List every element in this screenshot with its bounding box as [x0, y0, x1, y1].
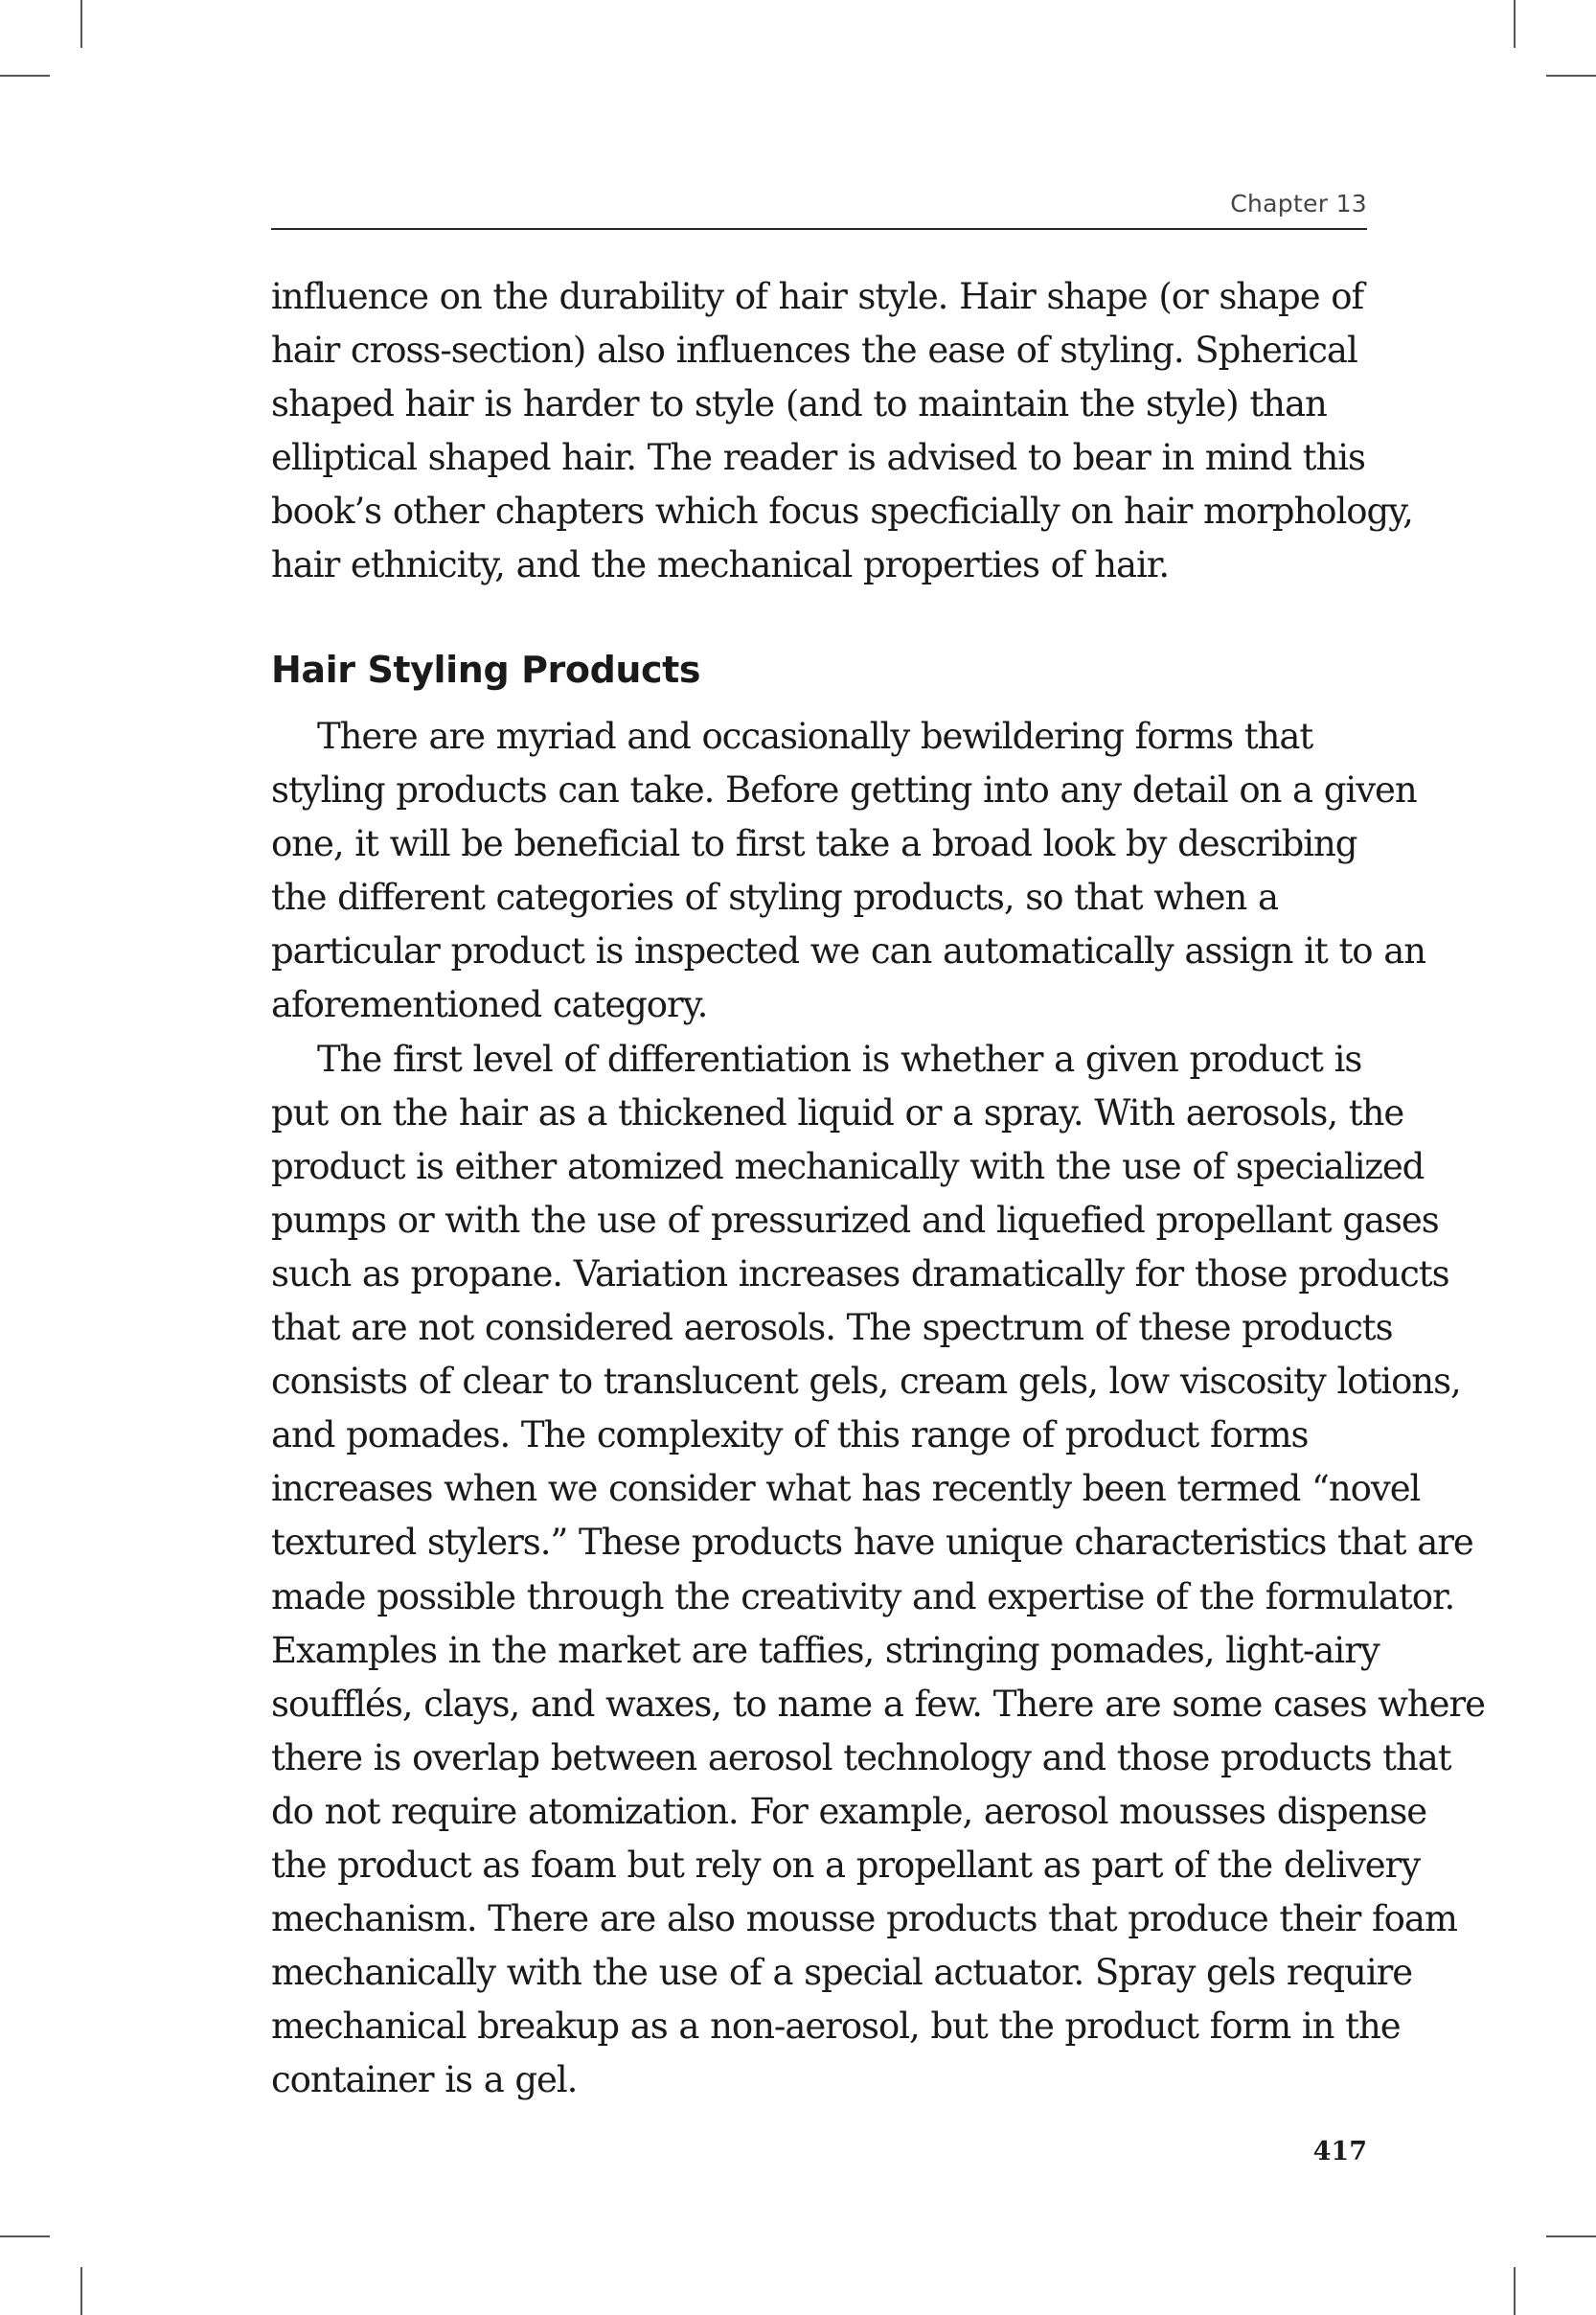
paragraph-first-line: There are myriad and occasionally bewildering forms that — [317, 716, 1313, 757]
section-body — [271, 710, 1485, 2107]
text-line: particular product is inspected we can automatically assign it to an — [271, 930, 1425, 973]
text-line: put on the hair as a thickened liquid or a spray. With aerosols, the — [271, 1091, 1404, 1134]
header-rule — [271, 228, 1367, 230]
running-head: Chapter 13 — [1230, 190, 1367, 218]
paragraph-first-line: The first level of differentiation is whether a given product is — [317, 1038, 1362, 1080]
text-line: do not require atomization. For example, aerosol mousses dispense — [271, 1790, 1427, 1832]
crop-mark-bottom-right — [1514, 2267, 1516, 2315]
text-line: hair cross-section) also influences the ease of styling. Spherical — [271, 330, 1357, 372]
text-line: pumps or with the use of pressurized and liquefied propellant gases — [271, 1199, 1439, 1241]
crop-mark-top-right-horizontal — [1546, 75, 1596, 77]
text-line: that are not considered aerosols. The spectrum of these products — [271, 1307, 1393, 1349]
text-line: consists of clear to translucent gels, cream gels, low viscosity lotions, — [271, 1361, 1461, 1403]
text-line: one, it will be beneficial to first take a broad look by describing — [271, 823, 1357, 865]
text-line: the different categories of styling products, so that when a — [271, 877, 1279, 919]
crop-mark-top-left — [80, 0, 82, 48]
text-line: hair ethnicity, and the mechanical properties of hair. — [271, 544, 1170, 586]
crop-mark-bottom-left-horizontal — [0, 2235, 50, 2237]
text-line: textured stylers.” These products have unique characteristics that are — [271, 1522, 1473, 1564]
text-line: such as propane. Variation increases dramatically for those products — [271, 1252, 1449, 1295]
text-line: mechanical breakup as a non-aerosol, but the product form in the — [271, 2006, 1401, 2048]
text-line: aforementioned category. — [271, 984, 708, 1026]
text-line: there is overlap between aerosol technology and those products that — [271, 1736, 1451, 1778]
crop-mark-bottom-right-horizontal — [1546, 2235, 1596, 2237]
text-line: and pomades. The complexity of this range of product forms — [271, 1414, 1309, 1456]
crop-mark-bottom-left — [80, 2267, 82, 2315]
text-line: the product as foam but rely on a propellant as part of the delivery — [271, 1844, 1421, 1886]
text-line: increases when we consider what has recently been termed “novel — [271, 1468, 1421, 1510]
top-paragraph — [271, 270, 1413, 593]
text-line: Examples in the market are taffies, stringing pomades, light-airy — [271, 1629, 1379, 1671]
text-line: mechanism. There are also mousse products that produce their foam — [271, 1898, 1457, 1940]
text-line: shaped hair is harder to style (and to maintain the style) than — [271, 383, 1327, 425]
text-line: influence on the durability of hair style. Hair shape (or shape of — [271, 276, 1364, 317]
text-line: book’s other chapters which focus specficially on hair morphology, — [271, 491, 1413, 533]
text-line: styling products can take. Before getting into any detail on a given — [271, 769, 1417, 812]
text-line: made possible through the creativity and expertise of the formulator. — [271, 1575, 1455, 1617]
crop-mark-top-right — [1514, 0, 1516, 48]
text-line: container is a gel. — [271, 2059, 578, 2101]
text-line: product is either atomized mechanically with the use of specialized — [271, 1145, 1425, 1187]
text-line: elliptical shaped hair. The reader is advised to bear in mind this — [271, 437, 1365, 479]
text-line: mechanically with the use of a special actuator. Spray gels require — [271, 1952, 1413, 1994]
section-heading: Hair Styling Products — [271, 649, 701, 691]
page-number: 417 — [1312, 2137, 1367, 2166]
text-line: soufflés, clays, and waxes, to name a few. There are some cases where — [271, 1683, 1485, 1725]
crop-mark-top-left-horizontal — [0, 75, 50, 77]
